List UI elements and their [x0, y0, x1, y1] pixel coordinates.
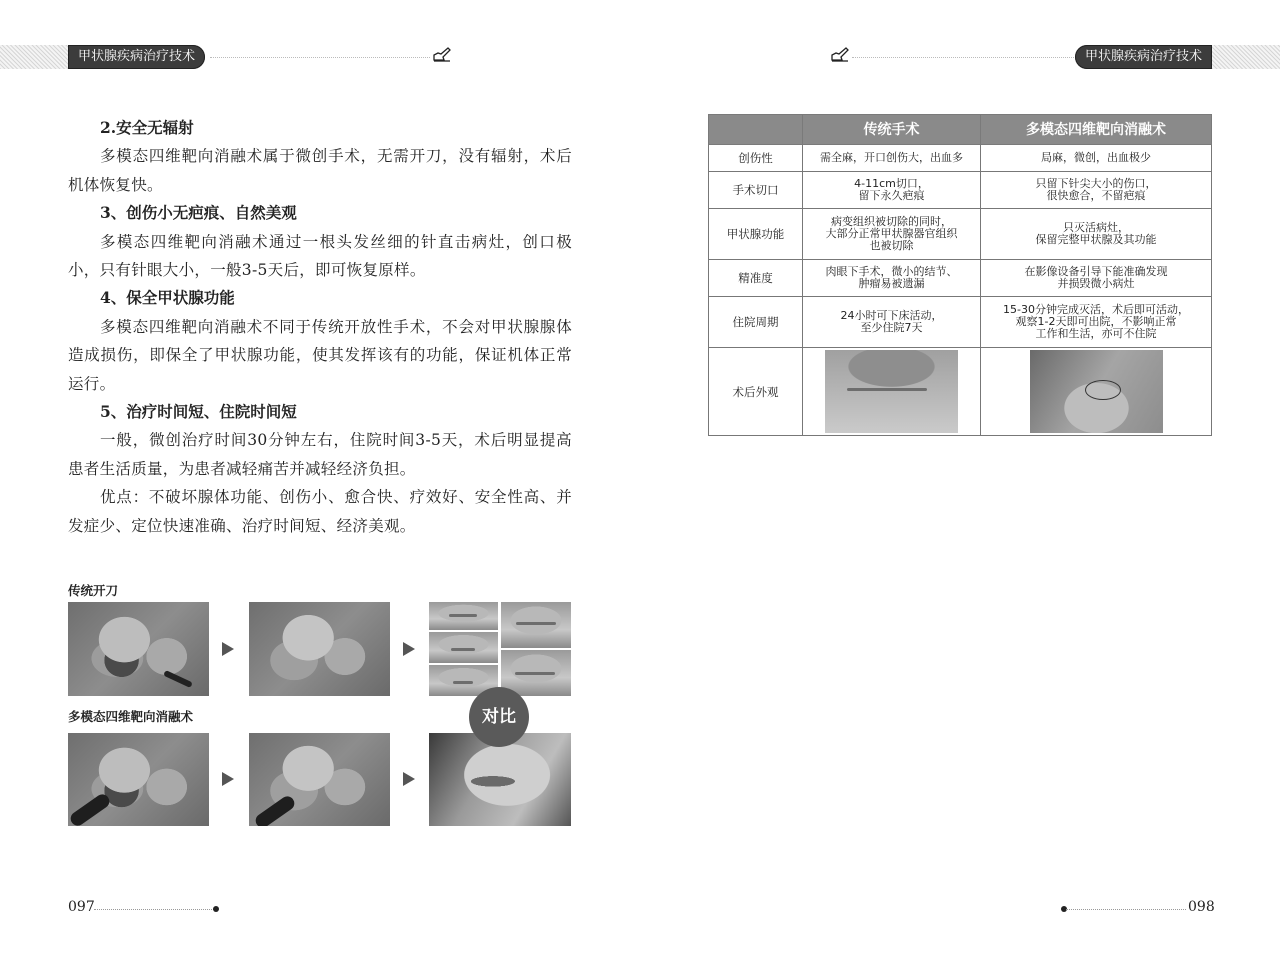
comparison-table: [708, 114, 1212, 436]
page-number-left: 097: [68, 899, 95, 915]
ablation-cell: 只留下针尖大小的伤口， 很快愈合，不留疤痕: [981, 172, 1212, 209]
scar-photo-4: [501, 602, 571, 648]
arrow-right-icon: [222, 772, 234, 786]
pen-hand-icon: [432, 46, 452, 64]
table-row: [709, 172, 1212, 209]
section-heading: 4、保全甲状腺功能: [100, 288, 235, 308]
section-heading: 2.安全无辐射: [100, 118, 194, 137]
table-row: [709, 260, 1212, 297]
running-header-right: 甲状腺疾病治疗技术: [1075, 45, 1212, 69]
scar-photo-2: [429, 632, 498, 663]
page-number-right: 098: [1188, 899, 1215, 915]
section-paragraph: 多模态四维靶向消融术不同于传统开放性手术，不会对甲状腺腺体造成损伤，即保全了甲状腺功能，使其发挥该有的功能，保证机体正常运行。: [68, 317, 572, 393]
section-paragraph: 一般，微创治疗时间30分钟左右，住院时间3-5天，术后明显提高患者生活质量，为患者减轻痛苦并减轻经济负担。: [68, 431, 572, 478]
pen-hand-icon: [830, 46, 850, 64]
folio-rule-left: [94, 909, 214, 910]
arrow-right-icon: [403, 772, 415, 786]
header-hatch-left: [0, 45, 68, 69]
header-rule-right: [852, 57, 1074, 58]
figure-label-ablation: 多模态四维靶向消融术: [68, 709, 194, 724]
ablation-cell: [981, 348, 1212, 436]
table-row: [709, 348, 1212, 436]
traditional-scar-photo: [825, 350, 958, 433]
running-header-left: 甲状腺疾病治疗技术: [68, 45, 205, 69]
arrow-right-icon: [403, 642, 415, 656]
section-heading: 5、治疗时间短、住院时间短: [100, 402, 297, 422]
ablation-render-step2: [249, 733, 390, 826]
scar-photo-1: [429, 602, 498, 630]
treatment-area-circle: [1085, 380, 1121, 400]
folio-dot-left: [213, 906, 219, 912]
arrow-right-icon: [222, 642, 234, 656]
ablation-neck-photo: [1030, 350, 1163, 433]
traditional-cell: 24小时可下床活动， 至少住院7天: [803, 297, 981, 348]
header-cell-ablation: 多模态四维靶向消融术: [981, 115, 1212, 145]
table-row: [709, 209, 1212, 260]
header-cell-blank: [709, 115, 803, 145]
ablation-cell: 在影像设备引导下能准确发现 并损毁微小病灶: [981, 260, 1212, 297]
folio-rule-right: [1066, 909, 1186, 910]
header-hatch-right: [1212, 45, 1280, 69]
traditional-cell: [803, 348, 981, 436]
row-label: 住院周期: [709, 297, 803, 348]
traditional-cell: 肉眼下手术，微小的结节、 肿瘤易被遗漏: [803, 260, 981, 297]
compare-badge: 对比: [469, 687, 529, 747]
row-label: 术后外观: [709, 348, 803, 436]
figure-label-traditional: 传统开刀: [68, 583, 119, 598]
row-label: 手术切口: [709, 172, 803, 209]
traditional-cell: 需全麻，开口创伤大，出血多: [803, 145, 981, 172]
row-label: 甲状腺功能: [709, 209, 803, 260]
ablation-cell: 只灭活病灶， 保留完整甲状腺及其功能: [981, 209, 1212, 260]
advantages-paragraph: 优点：不破坏腺体功能、创伤小、愈合快、疗效好、安全性高、并发症少、定位快速准确、治疗时间短、经济美观。: [68, 488, 572, 535]
row-label: 精准度: [709, 260, 803, 297]
table-row: [709, 297, 1212, 348]
section-heading: 3、创伤小无疤痕、自然美观: [100, 203, 297, 223]
section-paragraph: 多模态四维靶向消融术通过一根头发丝细的针直击病灶，创口极小，只有针眼大小，一般3-5天后，即可恢复原样。: [68, 232, 572, 280]
header-cell-traditional: 传统手术: [803, 115, 981, 145]
left-page-body: [68, 114, 572, 540]
table-header-row: [709, 115, 1212, 145]
table-row: [709, 145, 1212, 172]
traditional-cell: 4-11cm切口， 留下永久疤痕: [803, 172, 981, 209]
header-rule-left: [210, 57, 430, 58]
traditional-cell: 病变组织被切除的同时， 大部分正常甲状腺器官组织 也被切除: [803, 209, 981, 260]
traditional-render-step2: [249, 602, 390, 696]
traditional-render-step1: [68, 602, 209, 696]
row-label: 创伤性: [709, 145, 803, 172]
ablation-render-step1: [68, 733, 209, 826]
section-paragraph: 多模态四维靶向消融术属于微创手术，无需开刀，没有辐射，术后机体恢复快。: [68, 147, 572, 194]
ablation-cell: 15-30分钟完成灭活，术后即可活动， 观察1-2天即可出院，不影响正常 工作和生活，亦可不住院: [981, 297, 1212, 348]
ablation-cell: 局麻，微创，出血极少: [981, 145, 1212, 172]
